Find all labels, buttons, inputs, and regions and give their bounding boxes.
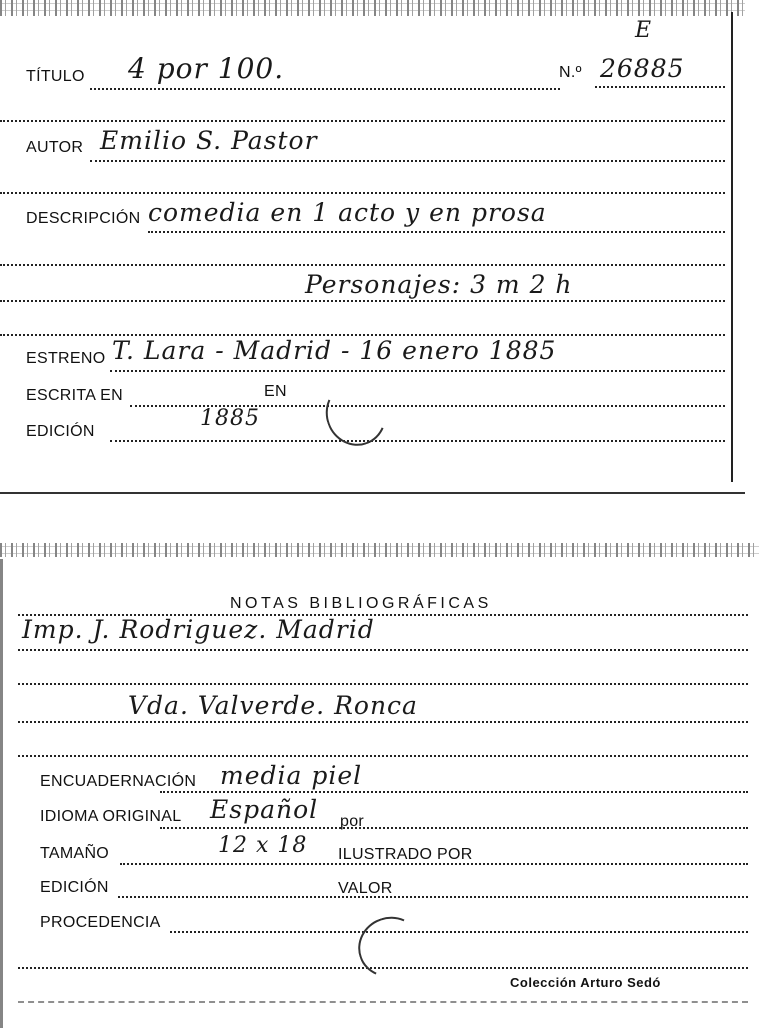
card-right-edge [731, 12, 733, 482]
encuadernacion-label: ENCUADERNACIÓN [40, 773, 197, 790]
descripcion-value: comedia en 1 acto y en prosa [148, 198, 547, 227]
edicion-back-label: EDICIÓN [40, 879, 109, 896]
rule-numero [595, 86, 725, 88]
estreno-value: T. Lara - Madrid - 16 enero 1885 [112, 336, 557, 365]
nota-line-2: Vda. Valverde. Ronca [128, 691, 418, 720]
catalog-card-front [0, 0, 745, 494]
descripcion-label: DESCRIPCIÓN [26, 210, 141, 227]
hole-punch-ring [350, 908, 431, 986]
idioma-value: Español [210, 795, 319, 824]
rule [18, 649, 748, 651]
por-label: por [340, 813, 365, 830]
rule [18, 721, 748, 723]
notas-heading: NOTAS BIBLIOGRÁFICAS [230, 595, 492, 612]
rule-titulo [90, 88, 560, 90]
rule-procedencia [170, 931, 748, 933]
autor-value: Emilio S. Pastor [100, 126, 318, 155]
titulo-value: 4 por 100. [128, 52, 285, 85]
rule-autor [90, 160, 725, 162]
hole-punch-ring [317, 374, 395, 455]
corner-mark: E [635, 18, 653, 43]
escrita-label: ESCRITA EN [26, 387, 123, 404]
rule-tamano [120, 863, 748, 865]
rule-edicion [118, 896, 748, 898]
rule-idioma [160, 827, 748, 829]
catalog-card-back [0, 543, 759, 1028]
en-label: EN [264, 383, 287, 400]
rule-edicion [110, 440, 725, 442]
rule [0, 264, 725, 266]
rule [0, 300, 725, 302]
card-torn-edge [0, 0, 745, 16]
encuadernacion-value: media piel [220, 761, 363, 790]
titulo-label: TÍTULO [26, 68, 85, 85]
rule [0, 120, 725, 122]
nota-line-1: Imp. J. Rodriguez. Madrid [22, 615, 375, 644]
idioma-label: IDIOMA ORIGINAL [40, 808, 182, 825]
rule-encuadernacion [160, 791, 748, 793]
edicion-label: EDICIÓN [26, 423, 95, 440]
numero-label: N.º [559, 64, 582, 81]
card-bottom-edge [0, 492, 745, 494]
autor-label: AUTOR [26, 139, 84, 156]
collection-credit: Colección Arturo Sedó [510, 975, 661, 990]
card-torn-edge [0, 543, 759, 557]
procedencia-label: PROCEDENCIA [40, 914, 161, 931]
edicion-value: 1885 [200, 406, 260, 431]
numero-value: 26885 [600, 54, 685, 83]
personajes-value: Personajes: 3 m 2 h [305, 270, 573, 299]
valor-label: VALOR [338, 880, 393, 897]
card-left-edge [0, 559, 3, 1028]
tamano-value: 12 x 18 [218, 833, 308, 858]
rule [18, 1001, 748, 1003]
ilustrado-label: ILUSTRADO POR [338, 846, 473, 863]
rule-estreno [110, 370, 725, 372]
tamano-label: TAMAÑO [40, 845, 110, 862]
rule [18, 755, 748, 757]
rule [0, 192, 725, 194]
estreno-label: ESTRENO [26, 350, 106, 367]
rule [18, 683, 748, 685]
rule-descripcion [148, 231, 725, 233]
